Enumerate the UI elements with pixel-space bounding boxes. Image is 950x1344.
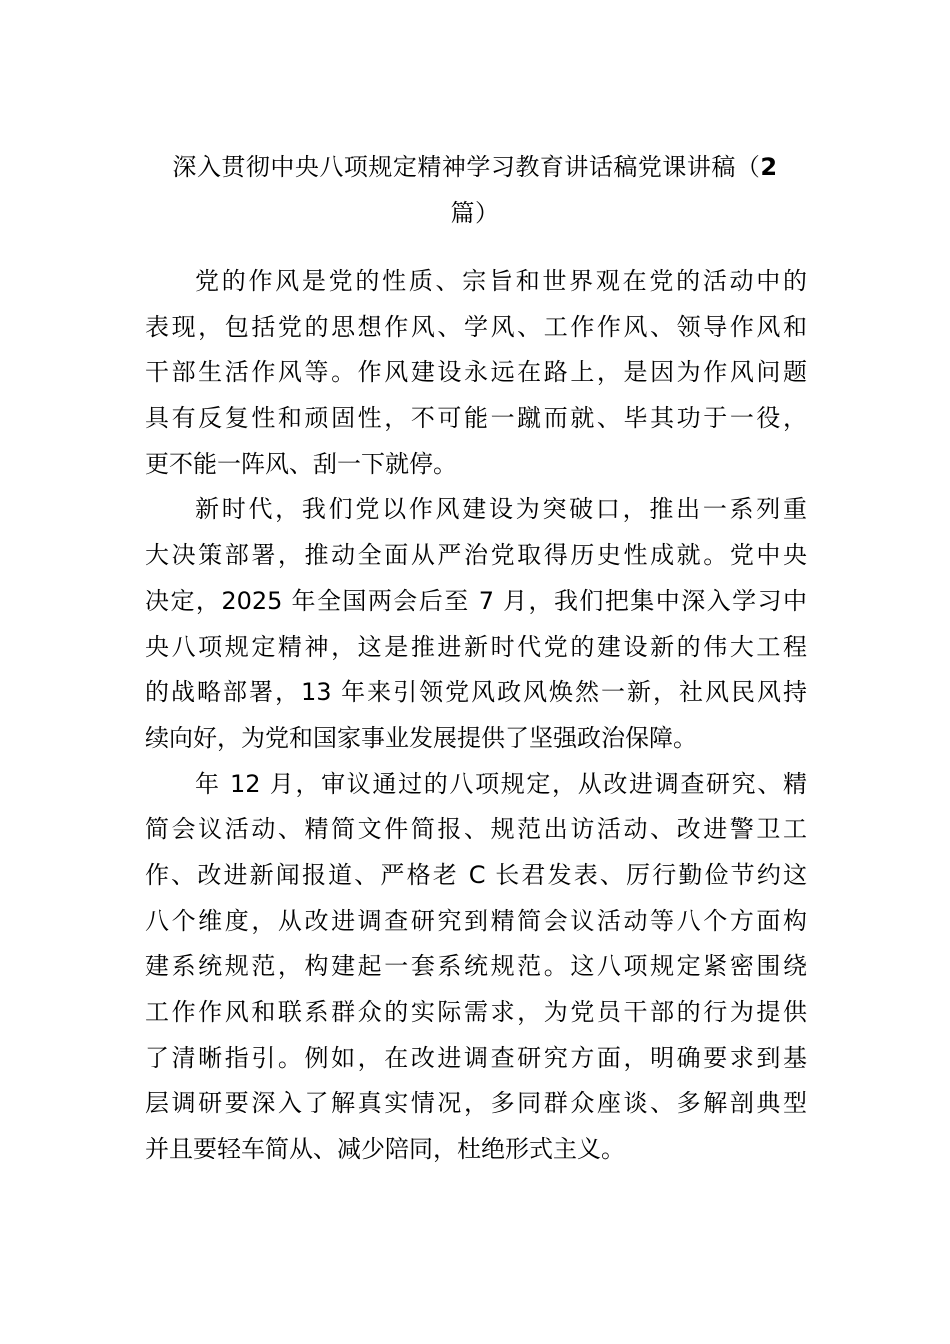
paragraph-line: 党的作风是党的性质、宗旨和世界观在党的活动中的 [195, 267, 807, 295]
document-body [145, 259, 807, 1173]
paragraph-line: 工作作风和联系群众的实际需求，为党员干部的行为提供 [145, 998, 807, 1026]
title-line-1: 深入贯彻中央八项规定精神学习教育讲话稿党课讲稿（2 [172, 153, 778, 181]
paragraph-line: 层调研要深入了解真实情况，多同群众座谈、多解剖典型 [145, 1089, 807, 1118]
document-title [140, 145, 810, 236]
paragraph-line: 简会议活动、精简文件简报、规范出访活动、改进警卫工 [145, 815, 807, 844]
paragraph-line: 决定，2025 年全国两会后至 7 月，我们把集中深入学习中 [145, 586, 807, 615]
paragraph-line: 更不能一阵风、刮一下就停。 [145, 449, 457, 478]
paragraph-3 [145, 762, 807, 1173]
title-number: 2 [760, 153, 778, 181]
paragraph-line: 年 12 月，审议通过的八项规定，从改进调查研究、精 [195, 769, 807, 798]
paragraph-line: 大决策部署，推动全面从严治党取得历史性成就。党中央 [145, 541, 807, 570]
paragraph-line: 表现，包括党的思想作风、学风、工作作风、领导作风和 [145, 312, 807, 341]
paragraph-line: 干部生活作风等。作风建设永远在路上，是因为作风问题 [145, 358, 807, 387]
paragraph-line: 建系统规范，构建起一套系统规范。这八项规定紧密围绕 [145, 952, 807, 981]
paragraph-line: 的战略部署，13 年来引领党风政风焕然一新，社风民风持 [145, 678, 807, 707]
paragraph-2 [145, 487, 807, 761]
paragraph-line: 并且要轻车简从、减少陪同，杜绝形式主义。 [145, 1135, 625, 1164]
paragraph-line: 作、改进新闻报道、严格老 C 长君发表、厉行勤俭节约这 [145, 860, 807, 889]
paragraph-1 [145, 259, 807, 487]
paragraph-line: 八个维度，从改进调查研究到精简会议活动等八个方面构 [145, 906, 807, 935]
paragraph-line: 续向好，为党和国家事业发展提供了坚强政治保障。 [145, 723, 697, 752]
paragraph-line: 央八项规定精神，这是推进新时代党的建设新的伟大工程 [145, 632, 807, 661]
paragraph-line: 新时代，我们党以作风建设为突破口，推出一系列重 [195, 495, 807, 524]
paragraph-line: 具有反复性和顽固性，不可能一蹴而就、毕其功于一役， [145, 404, 807, 433]
paragraph-line: 了清晰指引。例如，在改进调查研究方面，明确要求到基 [145, 1043, 807, 1072]
title-line-2: 篇） [450, 198, 500, 227]
